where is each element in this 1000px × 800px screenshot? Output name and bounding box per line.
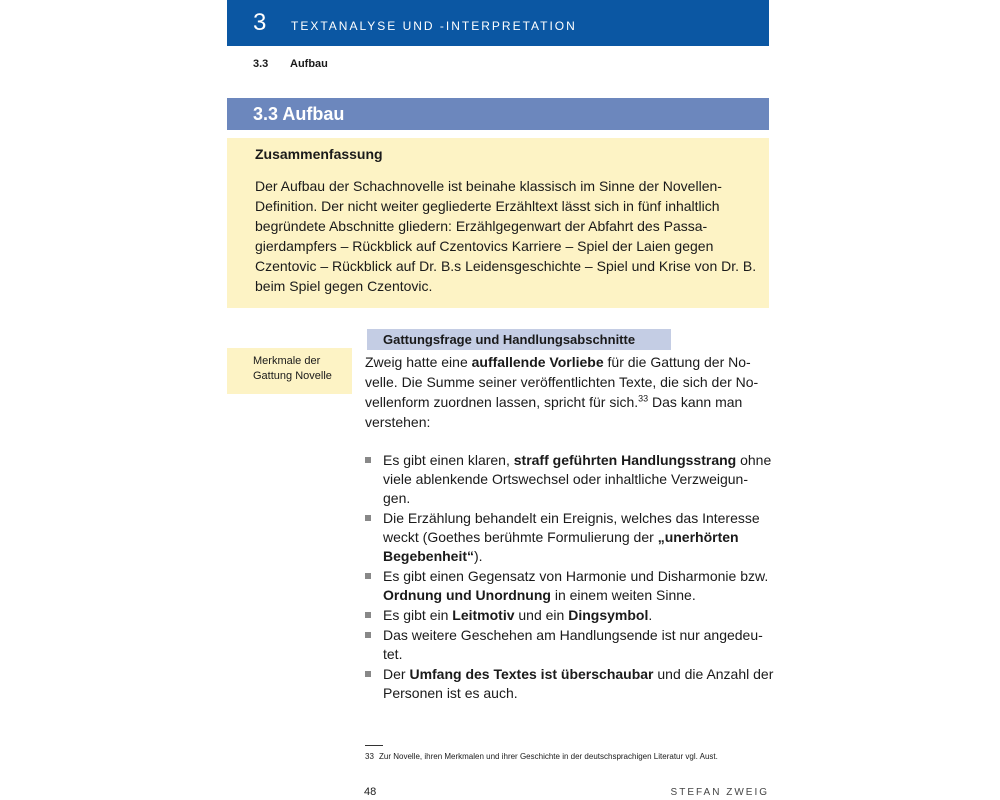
intro-line bbox=[365, 352, 773, 372]
bold-run: „unerhörten Begebenheit“ bbox=[383, 529, 739, 564]
bullet-square-icon bbox=[365, 612, 371, 618]
bullet-square-icon bbox=[365, 632, 371, 638]
bold-run: straff geführten Handlungsstrang bbox=[513, 452, 737, 468]
margin-note bbox=[227, 348, 352, 394]
bullet-square-icon bbox=[365, 457, 371, 463]
text-run: in einem weiten Sinne. bbox=[550, 587, 696, 603]
subheading bbox=[367, 329, 671, 350]
text-run: Der bbox=[383, 666, 410, 682]
book-page bbox=[227, 0, 774, 800]
summary-heading: Zusammenfassung bbox=[255, 146, 383, 162]
bullet-square-icon bbox=[365, 671, 371, 677]
text-run: für die Gattung der No- bbox=[603, 354, 751, 370]
running-section-number: 3.3 bbox=[253, 58, 269, 70]
intro-line: velle. Die Summe seiner veröffentlichten Texte, die sich der No- bbox=[365, 374, 759, 390]
bullet-square-icon bbox=[365, 573, 371, 579]
list-item bbox=[365, 567, 775, 605]
section-heading bbox=[227, 98, 769, 130]
text-run: Es gibt einen klaren, bbox=[383, 452, 514, 468]
text-run: . bbox=[648, 607, 653, 623]
footnote-text: Zur Novelle, ihren Merkmalen und ihrer Geschichte in der deutschsprachigen Literatur vgl. Aust. bbox=[379, 752, 718, 761]
text-run: ohne viele ablenkende Ortswechsel oder inhaltliche Verzweigun-gen. bbox=[383, 452, 772, 506]
subheading-text: Gattungsfrage und Handlungsabschnitte bbox=[383, 332, 636, 347]
text-run: Es gibt ein bbox=[383, 607, 453, 623]
text-run: und ein bbox=[514, 607, 569, 623]
list-item bbox=[365, 626, 775, 664]
bold-run: Dingsymbol bbox=[568, 607, 649, 623]
intro-line bbox=[365, 392, 773, 412]
section-title: 3.3 Aufbau bbox=[253, 104, 345, 124]
chapter-header bbox=[227, 0, 769, 46]
running-section-title: Aufbau bbox=[290, 58, 328, 70]
summary-text bbox=[255, 176, 760, 296]
list-item bbox=[365, 665, 775, 703]
intro-paragraph bbox=[365, 352, 773, 432]
bold-run: Umfang des Textes ist überschaubar bbox=[409, 666, 654, 682]
intro-line: verstehen: bbox=[365, 414, 431, 430]
running-header bbox=[253, 58, 328, 70]
text-run: ). bbox=[474, 548, 483, 564]
footnote-reference[interactable]: 33 bbox=[638, 393, 649, 404]
chapter-title: TEXTANALYSE UND -INTERPRETATION bbox=[291, 19, 577, 33]
list-item bbox=[365, 509, 775, 566]
bold-run: Ordnung und Unordnung bbox=[383, 587, 551, 603]
summary-box bbox=[227, 138, 769, 308]
text-run: Das weitere Geschehen am Handlungsende ist nur angedeu-tet. bbox=[383, 627, 763, 662]
margin-note-text: Merkmale der Gattung Novelle bbox=[253, 355, 332, 382]
feature-list bbox=[365, 451, 775, 704]
summary-line: Definition. Der nicht weiter gegliederte Erzähltext lässt sich in fünf inhaltlich bbox=[255, 198, 720, 214]
text-run: Das kann man bbox=[648, 394, 743, 410]
summary-line: begründete Abschnitte gliedern: Erzählgegenwart der Abfahrt des Passa- bbox=[255, 218, 708, 234]
running-footer-author: STEFAN ZWEIG bbox=[670, 787, 769, 798]
footnote-number: 33 bbox=[365, 752, 374, 761]
footnote bbox=[365, 752, 785, 761]
text-run: Die Erzählung behandelt ein Ereignis, welches das Interesse weckt (Goethes berühmte Formulierung der bbox=[383, 510, 760, 545]
text-run: Es gibt einen Gegensatz von Harmonie und Disharmonie bzw. bbox=[383, 568, 769, 584]
footnote-divider bbox=[365, 745, 383, 746]
list-item bbox=[365, 451, 775, 508]
bold-run: Leitmotiv bbox=[452, 607, 515, 623]
list-item bbox=[365, 606, 775, 625]
page-number: 48 bbox=[364, 786, 377, 798]
text-run: vellenform zuordnen lassen, spricht für sich. bbox=[365, 394, 639, 410]
text-run: und die Anzahl der Personen ist es auch. bbox=[383, 666, 774, 701]
summary-line: beim Spiel gegen Czentovic. bbox=[255, 278, 433, 294]
bullet-square-icon bbox=[365, 515, 371, 521]
summary-line: Der Aufbau der Schachnovelle ist beinahe klassisch im Sinne der Novellen- bbox=[255, 178, 722, 194]
summary-line: Czentovic – Rückblick auf Dr. B.s Leidensgeschichte – Spiel und Krise von Dr. B. bbox=[255, 258, 757, 274]
chapter-number: 3 bbox=[253, 9, 267, 36]
text-run: Zweig hatte eine bbox=[365, 354, 472, 370]
summary-line: gierdampfers – Rückblick auf Czentovics Karriere – Spiel der Laien gegen bbox=[255, 238, 714, 254]
bold-run: auffallende Vorliebe bbox=[471, 354, 604, 370]
